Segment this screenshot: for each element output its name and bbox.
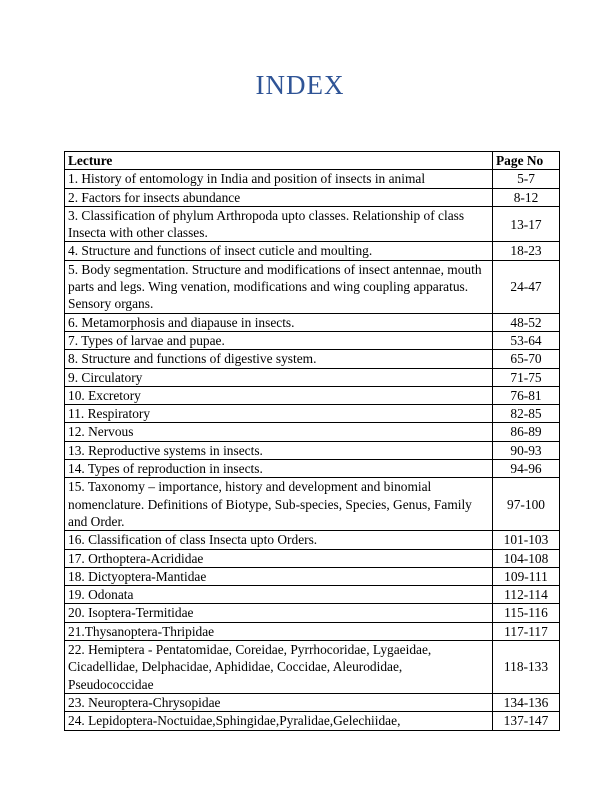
lecture-title: 8. Structure and functions of digestive system.	[65, 350, 493, 368]
table-row	[65, 567, 560, 585]
index-table-body	[65, 170, 560, 730]
table-row	[65, 350, 560, 368]
table-header-row	[65, 152, 560, 170]
table-row	[65, 531, 560, 549]
page-range: 48-52	[493, 313, 560, 331]
lecture-title: 23. Neuroptera-Chrysopidae	[65, 693, 493, 711]
page-range: 101-103	[493, 531, 560, 549]
table-row	[65, 478, 560, 531]
page-title: INDEX	[255, 70, 345, 100]
table-row	[65, 712, 560, 730]
page-range: 5-7	[493, 170, 560, 188]
table-row	[65, 693, 560, 711]
table-row	[65, 386, 560, 404]
page-range: 18-23	[493, 242, 560, 260]
page-range: 118-133	[493, 641, 560, 694]
lecture-title: 7. Types of larvae and pupae.	[65, 331, 493, 349]
lecture-title: 13. Reproductive systems in insects.	[65, 441, 493, 459]
lecture-title: 5. Body segmentation. Structure and modifications of insect antennae, mouth parts and legs. Wing venation, modifications and wing coupling apparatus. Sensory organs.	[65, 260, 493, 313]
page-range: 137-147	[493, 712, 560, 730]
lecture-title: 16. Classification of class Insecta upto Orders.	[65, 531, 493, 549]
table-row	[65, 313, 560, 331]
table-row	[65, 604, 560, 622]
table-row	[65, 260, 560, 313]
table-row	[65, 622, 560, 640]
table-row	[65, 405, 560, 423]
lecture-title: 17. Orthoptera-Acrididae	[65, 549, 493, 567]
lecture-title: 3. Classification of phylum Arthropoda upto classes. Relationship of class Insecta with other classes.	[65, 206, 493, 242]
page-range: 117-117	[493, 622, 560, 640]
page-column-header: Page No	[493, 152, 560, 170]
lecture-title: 6. Metamorphosis and diapause in insects.	[65, 313, 493, 331]
index-table	[64, 151, 560, 731]
page-range: 24-47	[493, 260, 560, 313]
lecture-title: 20. Isoptera-Termitidae	[65, 604, 493, 622]
table-row	[65, 423, 560, 441]
lecture-title: 21.Thysanoptera-Thripidae	[65, 622, 493, 640]
page-range: 82-85	[493, 405, 560, 423]
table-row	[65, 549, 560, 567]
table-row	[65, 331, 560, 349]
table-row	[65, 188, 560, 206]
page-range: 53-64	[493, 331, 560, 349]
table-row	[65, 242, 560, 260]
lecture-title: 24. Lepidoptera-Noctuidae,Sphingidae,Pyralidae,Gelechiidae,	[65, 712, 493, 730]
page-range: 86-89	[493, 423, 560, 441]
lecture-column-header: Lecture	[65, 152, 493, 170]
lecture-title: 18. Dictyoptera-Mantidae	[65, 567, 493, 585]
lecture-title: 15. Taxonomy – importance, history and development and binomial nomenclature. Definitions of Biotype, Sub-species, Species, Genus, Family and Order.	[65, 478, 493, 531]
page-range: 76-81	[493, 386, 560, 404]
page-range: 134-136	[493, 693, 560, 711]
table-row	[65, 206, 560, 242]
table-row	[65, 460, 560, 478]
page-range: 94-96	[493, 460, 560, 478]
page-range: 97-100	[493, 478, 560, 531]
lecture-title: 1. History of entomology in India and position of insects in animal	[65, 170, 493, 188]
lecture-title: 10. Excretory	[65, 386, 493, 404]
table-row	[65, 441, 560, 459]
table-row	[65, 641, 560, 694]
lecture-title: 19. Odonata	[65, 586, 493, 604]
table-row	[65, 170, 560, 188]
lecture-title: 22. Hemiptera - Pentatomidae, Coreidae, Pyrrhocoridae, Lygaeidae, Cicadellidae, Delphacidae, Aphididae, Coccidae, Aleurodidae, Pseudococcidae	[65, 641, 493, 694]
page-range: 109-111	[493, 567, 560, 585]
table-row	[65, 368, 560, 386]
table-row	[65, 586, 560, 604]
lecture-title: 12. Nervous	[65, 423, 493, 441]
page-range: 112-114	[493, 586, 560, 604]
lecture-title: 14. Types of reproduction in insects.	[65, 460, 493, 478]
page-range: 115-116	[493, 604, 560, 622]
lecture-title: 2. Factors for insects abundance	[65, 188, 493, 206]
lecture-title: 4. Structure and functions of insect cuticle and moulting.	[65, 242, 493, 260]
page-range: 8-12	[493, 188, 560, 206]
page-range: 71-75	[493, 368, 560, 386]
page-range: 104-108	[493, 549, 560, 567]
page-range: 13-17	[493, 206, 560, 242]
page-range: 90-93	[493, 441, 560, 459]
lecture-title: 9. Circulatory	[65, 368, 493, 386]
lecture-title: 11. Respiratory	[65, 405, 493, 423]
page-range: 65-70	[493, 350, 560, 368]
